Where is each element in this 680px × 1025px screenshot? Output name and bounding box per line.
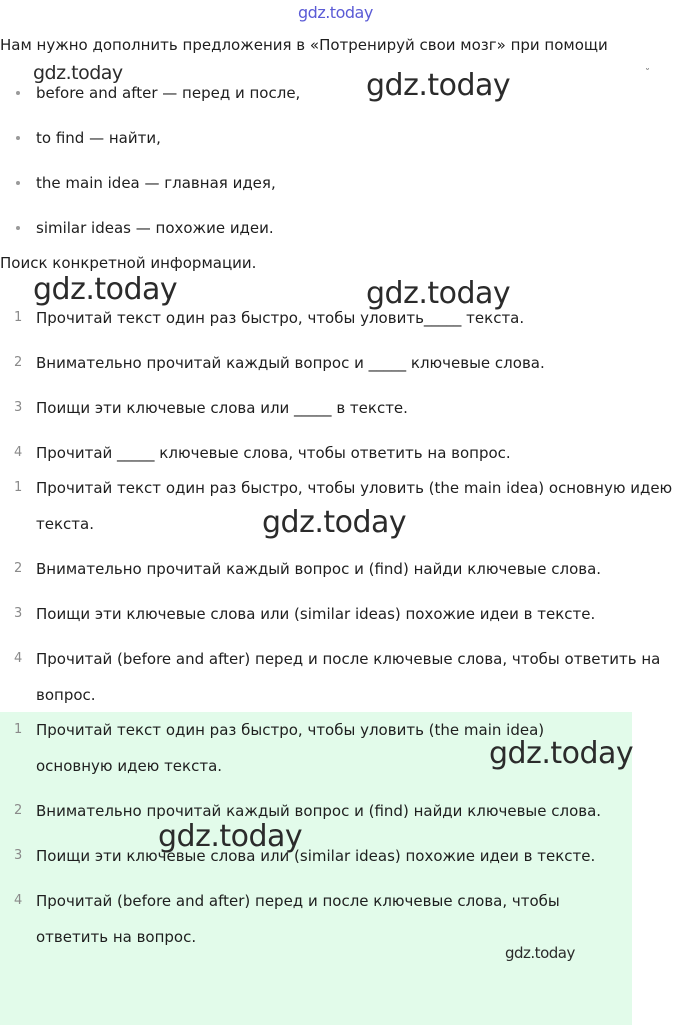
- item-text: Прочитай текст один раз быстро, чтобы уловить_____ текста.: [36, 309, 525, 327]
- intro-text: Нам нужно дополнить предложения в «Потренируй свои мозг» при помощи: [0, 36, 608, 54]
- item-text: Поищи эти ключевые слова или (similar ideas) похожие идеи в тексте.: [36, 605, 596, 623]
- watermark: gdz.today: [366, 276, 511, 311]
- item-number: 1: [14, 480, 23, 495]
- vocabulary-list: [16, 80, 300, 260]
- list-item: [0, 641, 680, 713]
- list-item: [0, 390, 545, 435]
- item-text: Прочитай текст один раз быстро, чтобы уловить (the main idea) основную идею текста.: [36, 479, 673, 533]
- item-text: Внимательно прочитай каждый вопрос и (find) найди ключевые слова.: [36, 560, 602, 578]
- section-subheading: Поиск конкретной информации.: [0, 254, 257, 272]
- item-text: Поищи эти ключевые слова или (similar ideas) похожие идеи в тексте.: [36, 847, 596, 865]
- watermark: gdz.today: [158, 819, 303, 854]
- vocab-item: [16, 80, 300, 125]
- item-text: Прочитай (before and after) перед и после ключевые слова, чтобы ответить на вопрос.: [36, 650, 661, 704]
- watermark: gdz.today: [33, 272, 178, 307]
- item-number: 4: [14, 893, 23, 908]
- chevron-icon: ˘: [645, 68, 650, 79]
- watermark: gdz.today: [489, 736, 634, 771]
- item-number: 2: [14, 355, 23, 370]
- exercise-blank-list: [0, 300, 545, 480]
- item-text: Поищи эти ключевые слова или _____ в тексте.: [36, 399, 408, 417]
- vocab-item: [16, 125, 300, 170]
- item-number: 1: [14, 722, 23, 737]
- watermark: gdz.today: [366, 68, 511, 103]
- watermark: gdz.today: [262, 505, 407, 540]
- vocab-text: before and after — перед и после,: [36, 84, 301, 102]
- item-number: 2: [14, 803, 23, 818]
- item-text: Прочитай (before and after) перед и после ключевые слова, чтобы ответить на вопрос.: [36, 892, 560, 946]
- bullet-icon: [16, 91, 20, 95]
- item-number: 4: [14, 445, 23, 460]
- item-number: 3: [14, 848, 23, 863]
- list-item: [0, 596, 680, 632]
- item-number: 3: [14, 400, 23, 415]
- item-number: 4: [14, 651, 23, 666]
- item-number: 2: [14, 561, 23, 576]
- vocab-item: [16, 170, 300, 215]
- vocab-text: similar ideas — похожие идеи.: [36, 219, 274, 237]
- bullet-icon: [16, 226, 20, 230]
- bullet-icon: [16, 136, 20, 140]
- list-item: [0, 345, 545, 390]
- watermark: gdz.today: [298, 3, 373, 22]
- vocab-text: to find — найти,: [36, 129, 161, 147]
- item-text: Прочитай _____ ключевые слова, чтобы ответить на вопрос.: [36, 444, 511, 462]
- item-text: Прочитай текст один раз быстро, чтобы уловить (the main idea) основную идею текста.: [36, 721, 545, 775]
- vocab-text: the main idea — главная идея,: [36, 174, 276, 192]
- item-number: 1: [14, 310, 23, 325]
- list-item: [0, 793, 620, 829]
- item-number: 3: [14, 606, 23, 621]
- list-item: [0, 551, 680, 587]
- watermark: gdz.today: [505, 944, 575, 962]
- list-item: [0, 838, 620, 874]
- item-text: Внимательно прочитай каждый вопрос и (find) найди ключевые слова.: [36, 802, 602, 820]
- item-text: Внимательно прочитай каждый вопрос и _____ ключевые слова.: [36, 354, 545, 372]
- watermark: gdz.today: [33, 62, 123, 84]
- bullet-icon: [16, 181, 20, 185]
